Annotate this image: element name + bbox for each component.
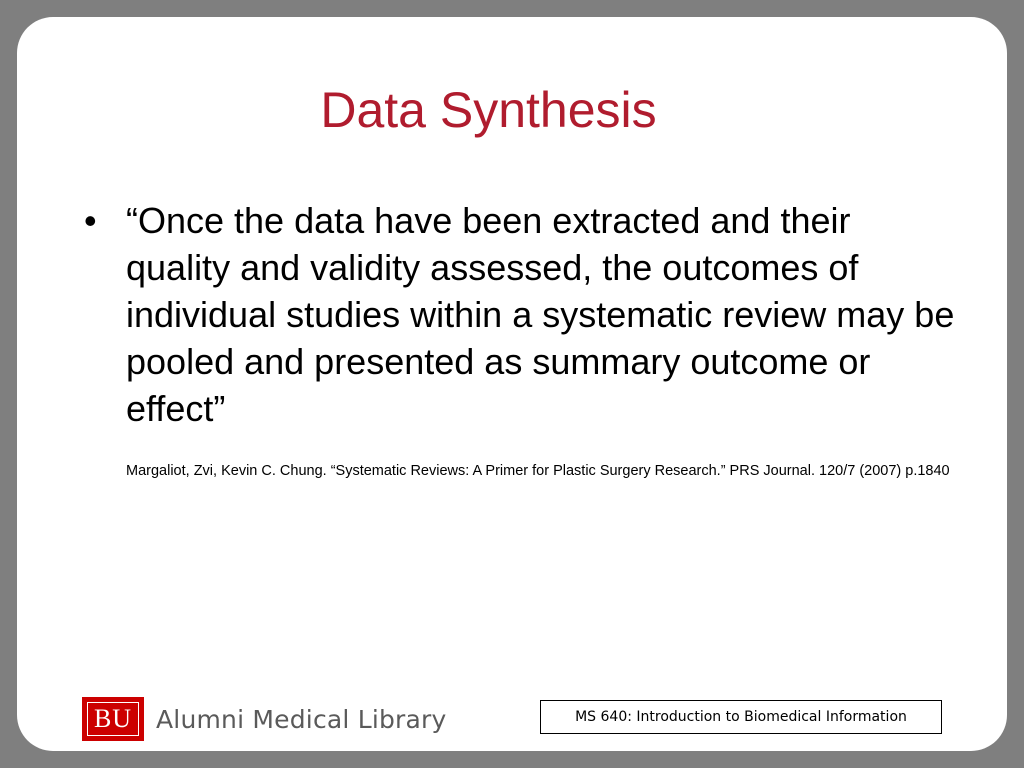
bu-badge-text: BU (93, 704, 133, 733)
library-name: Alumni Medical Library (156, 704, 447, 734)
citation-text: Margaliot, Zvi, Kevin C. Chung. “Systematic Reviews: A Primer for Plastic Surgery Research.” PRS Journal. 120/7 (2007) p.1840 (126, 463, 950, 479)
bullet-marker: • (84, 200, 97, 241)
bullet-quote-text: “Once the data have been extracted and their quality and validity assessed, the outcomes of individual studies within a systematic review may be pooled and presented as summary outcome or effect” (126, 200, 955, 429)
library-logo (82, 695, 447, 743)
bullet-item (84, 197, 964, 432)
slide-title: Data Synthesis (320, 82, 657, 138)
course-label-box: MS 640: Introduction to Biomedical Information (540, 700, 942, 734)
bu-badge-icon (82, 697, 144, 741)
